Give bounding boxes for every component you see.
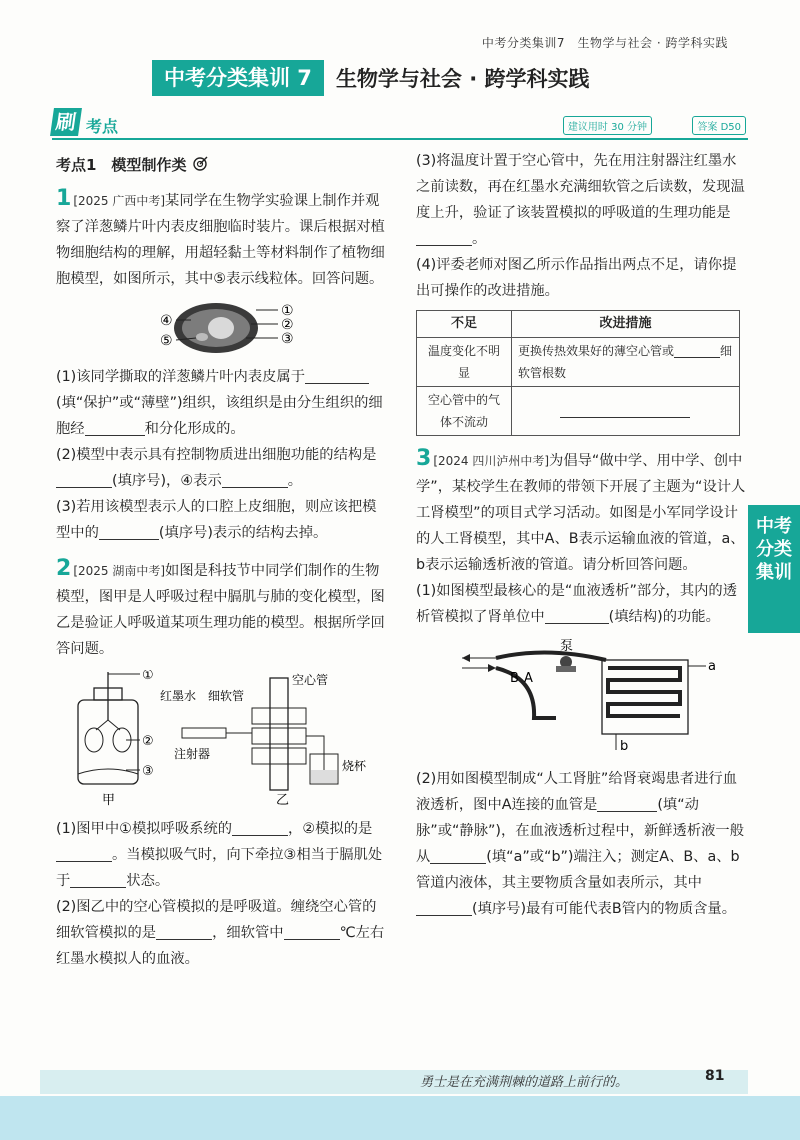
q1-blank-4[interactable] [222,471,288,488]
q2-blank-6[interactable] [416,229,472,246]
page-number: 81 [705,1068,725,1084]
q2-s3b: 。 [472,231,487,247]
table-blank-2[interactable] [560,401,690,418]
cell-label-5: ⑤ [160,333,173,349]
question-2 [56,556,386,972]
cell-label-1: ① [281,303,294,319]
kidney-label-A: A [524,671,533,686]
bottom-band [0,1096,800,1140]
answer-ref: 答案 D50 [692,116,746,135]
jia-label-1: ① [142,670,154,683]
yi-caption: 乙 [276,793,290,808]
q3-blank-3[interactable] [430,847,486,864]
q3-s2a: (2)用如图模型制成“人工肾脏”给肾衰竭患者进行血液透析，图中A连接的血管是 [416,771,738,813]
q2-s1a: (1)图甲中①模拟呼吸系统的 [56,821,233,837]
q1-s2c: 。 [287,473,303,489]
cell-label-2: ② [281,317,294,333]
q1-blank-3[interactable] [56,471,112,488]
q2-s1d: 状态。 [126,873,170,889]
q1-s3a: (3)若用该模型表示人的口腔上皮细胞，则应该把模型中的 [56,499,377,541]
q1-number: 1 [56,186,72,211]
respiration-model-figure [56,670,386,810]
improvement-table [416,310,740,436]
right-column [416,148,746,922]
side-tab: 中考分类集训 [748,505,800,633]
q1-s1c: 和分化形成的。 [144,421,245,437]
yi-kongxinguan: 空心管 [292,673,329,687]
kidney-label-pump: 泵 [560,639,574,654]
q3-s1b: (填结构)的功能。 [608,609,720,625]
table-cell-text: 更换传热效果好的薄空心管或 [517,344,674,358]
cell-model-figure [56,298,386,358]
kidney-label-b: b [620,739,629,754]
jia-caption: 甲 [102,793,116,808]
q3-source: [2024 四川泸州中考] [433,454,550,468]
q1-blank-1[interactable] [305,367,369,384]
running-header: 中考分类集训7 生物学与社会 · 跨学科实践 [481,36,728,50]
q2-blank-4[interactable] [156,923,212,940]
table-cell: 温度变化不明显 [417,338,512,387]
q2-s1b: ，②模拟的是 [288,821,373,837]
q3-s2d: (填序号)最有可能代表B管内的物质含量。 [472,901,737,917]
q2-s1c: 。当模拟吸气时，向下牵拉③相当于膈肌处于 [56,847,383,889]
q1-s1b: (填“保护”或“薄壁”)组织，该组织是由分生组织的细胞经 [56,395,383,437]
q3-intro: 为倡导“做中学、用中学、创中学”，某校学生在教师的带领下开展了主题为“设计人工肾模型”的项目式学习活动。如图是小军同学设计的人工肾模型，其中A、B表示运输血液的管道，a、b表示运输透析液的管道。请分析回答问题。 [416,453,746,573]
q2-s3a: (3)将温度计置于空心管中，先在用注射器注红墨水之前读数，再在红墨水充满细软管之后读数，发现温度上升，验证了该装置模拟的呼吸道的生理功能是 [416,153,745,221]
suggested-time: 建议用时 30 分钟 [563,116,652,135]
q3-s1a: (1)如图模型最核心的是“血液透析”部分，其内的透析管模拟了肾单位中 [416,583,738,625]
q1-intro: 某同学在生物学实验课上制作并观察了洋葱鳞片叶内表皮细胞临时装片。课后根据对植物细胞结构的理解，用超轻黏土等材料制作了植物细胞模型，如图所示，其中⑤表示线粒体。回答问题。 [56,193,385,287]
kaodian-label: 考点 [86,117,119,136]
q2-number: 2 [56,556,72,581]
q2-blank-5[interactable] [284,923,340,940]
q1-s2b: (填序号)，④表示 [112,473,222,489]
footer-quote: 勇士是在充满荆棘的道路上前行的。 [420,1075,629,1090]
title-bar [152,60,590,96]
table-header-measure: 改进措施 [511,311,739,338]
q3-blank-1[interactable] [545,607,609,624]
q1-source: [2025 广西中考] [73,194,166,208]
yi-hongmoshui: 红墨水 [160,689,197,703]
q2-blank-3[interactable] [70,871,126,888]
q2-source: [2025 湖南中考] [73,564,166,578]
yi-zhusheqi: 注射器 [174,747,211,761]
cell-label-3: ③ [281,331,294,347]
artificial-kidney-figure [416,638,746,758]
q1-s3b: (填序号)表示的结构去掉。 [158,525,328,541]
shua-badge: 刷 [50,108,82,136]
q3-s2b: (填“动脉”或“静脉”)，在血液透析过程中，新鲜透析液一般从 [416,797,745,865]
footer-band [40,1070,748,1094]
q3-s2c: (填“a”或“b”)端注入；测定A、B、a、b管道内液体，其主要物质含量如表所示，其中 [416,849,740,891]
kidney-label-B: B [510,671,519,686]
q2-intro: 如图是科技节中同学们制作的生物模型，图甲是人呼吸过程中膈肌与肺的变化模型，图乙是验证人呼吸道某项生理功能的模型。根据所学回答问题。 [56,563,385,657]
question-1 [56,186,386,546]
title-sub: 生物学与社会 · 跨学科实践 [335,67,590,91]
kaodian-row [52,110,748,140]
q3-blank-4[interactable] [416,899,472,916]
q2-s2c: ℃左右红墨水模拟人的血液。 [56,925,385,967]
target-icon [192,156,208,172]
left-column [56,148,386,972]
q1-s2a: (2)模型中表示具有控制物质进出细胞功能的结构是 [56,447,377,463]
yi-shaobei: 烧杯 [342,759,367,773]
q2-blank-2[interactable] [56,845,112,862]
title-box: 中考分类集训 7 [152,60,324,96]
q3-number: 3 [416,446,432,471]
table-cell: 空心管中的气体不流动 [417,387,512,436]
q1-blank-5[interactable] [99,523,159,540]
q2-s2a: (2)图乙中的空心管模拟的是呼吸道。缠绕空心管的细软管模拟的是 [56,899,377,941]
table-cell-text: 细软管根数 [517,344,732,380]
jia-label-2: ② [142,734,154,749]
q2-s2b: ，细软管中 [212,925,284,941]
q1-blank-2[interactable] [85,419,145,436]
q1-s1a: (1)该同学撕取的洋葱鳞片叶内表皮属于 [56,369,305,385]
question-3 [416,446,746,922]
yi-xiruanguan: 细软管 [208,689,245,703]
q2-s4: (4)评委老师对图乙所示作品指出两点不足，请你提出可操作的改进措施。 [416,257,737,299]
q2-blank-1[interactable] [232,819,288,836]
cell-label-4: ④ [160,313,173,329]
table-blank-1[interactable] [674,341,720,358]
q3-blank-2[interactable] [597,795,657,812]
table-header-shortfall: 不足 [417,311,512,338]
kidney-label-a: a [708,659,716,674]
jia-label-3: ③ [142,764,154,779]
section-heading: 考点1 模型制作类 [56,152,386,178]
